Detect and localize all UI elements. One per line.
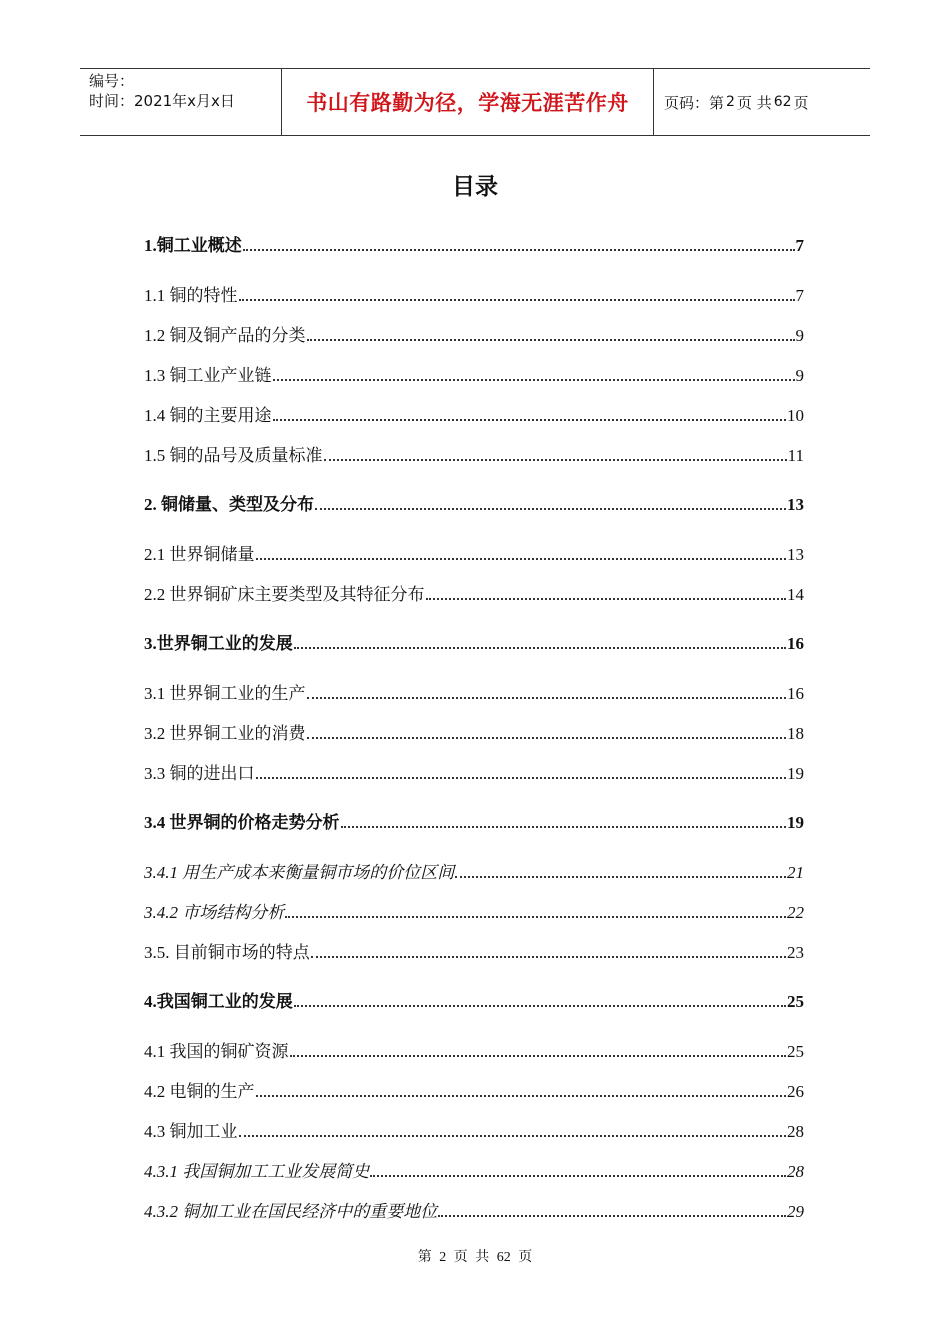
toc-entry-page: 25 [787,992,804,1011]
toc-entry-page: 23 [787,942,804,962]
toc-entry[interactable] [144,984,804,1012]
toc-entry-label: 3.4 世界铜的价格走势分析 [144,813,340,832]
toc-leader-dots [294,1005,786,1007]
toc-leader-dots [256,558,787,560]
toc-entry[interactable] [144,716,804,744]
header-motto: 书山有路勤为径，学海无涯苦作舟 [282,69,654,135]
toc-leader-dots [239,1135,787,1137]
page-suffix: 页 [793,93,809,112]
header-meta [80,69,282,135]
toc-entry-page: 28 [787,1161,804,1181]
toc-entry-label: 3.4.1 用生产成本来衡量铜市场的价位区间 [144,862,455,882]
toc-entry-label: 1.4 铜的主要用途 [144,405,272,425]
toc-entry[interactable] [144,805,804,833]
toc-entry[interactable] [144,756,804,784]
toc-entry-label: 1.1 铜的特性 [144,285,238,305]
toc-entry-page: 28 [787,1121,804,1141]
toc-entry-page: 13 [787,544,804,564]
page-mid: 页 共 [736,93,772,112]
toc-entry[interactable] [144,318,804,346]
toc-leader-dots [438,1215,786,1217]
toc-entry-page: 9 [795,365,804,385]
toc-entry-page: 19 [787,813,804,832]
toc-entry-label: 1.2 铜及铜产品的分类 [144,325,306,345]
toc-entry[interactable] [144,228,804,256]
toc-leader-dots [285,916,786,918]
toc-entry-label: 4.3.1 我国铜加工工业发展简史 [144,1161,370,1181]
toc-entry[interactable] [144,676,804,704]
toc-leader-dots [426,598,787,600]
toc-entry-page: 13 [787,495,804,514]
toc-leader-dots [311,956,786,958]
toc-entry-page: 16 [787,683,804,703]
toc-entry[interactable] [144,895,804,923]
toc-entry-page: 21 [787,862,804,882]
serial-label: 编号： [89,72,135,90]
toc-entry[interactable] [144,358,804,386]
toc-entry-label: 3.2 世界铜工业的消费 [144,723,306,743]
toc-entry-label: 1.3 铜工业产业链 [144,365,272,385]
toc-leader-dots [290,1055,787,1057]
toc-entry[interactable] [144,626,804,654]
toc-entry-label: 1.5 铜的品号及质量标准 [144,445,323,465]
toc-entry[interactable] [144,855,804,883]
toc-entry-label: 2. 铜储量、类型及分布 [144,495,314,514]
toc-entry-page: 7 [795,236,804,255]
toc-entry[interactable] [144,1034,804,1062]
toc-entry-label: 3.世界铜工业的发展 [144,634,293,653]
toc-leader-dots [273,379,795,381]
toc-leader-dots [239,299,795,301]
toc-entry[interactable] [144,278,804,306]
toc-entry-label: 3.4.2 市场结构分析 [144,902,285,922]
toc-leader-dots [341,826,787,828]
toc-leader-dots [455,876,786,878]
toc-leader-dots [370,1175,786,1177]
toc-leader-dots [307,697,787,699]
toc-entry-label: 3.5. 目前铜市场的特点 [144,942,310,962]
toc-entry-label: 2.1 世界铜储量 [144,544,255,564]
page-total: 62 [773,94,792,110]
toc-entry-label: 4.2 电铜的生产 [144,1081,255,1101]
toc-entry-label: 3.1 世界铜工业的生产 [144,683,306,703]
toc-entry[interactable] [144,935,804,963]
toc-leader-dots [324,459,787,461]
toc-entry-page: 22 [787,902,804,922]
toc-entry-page: 18 [787,723,804,743]
toc-entry-page: 10 [787,405,804,425]
toc-entry-label: 1.铜工业概述 [144,236,242,255]
toc-leader-dots [294,647,786,649]
toc-entry-page: 9 [795,325,804,345]
toc-entry-label: 4.3.2 铜加工业在国民经济中的重要地位 [144,1201,438,1221]
header-page-info [654,69,870,135]
toc-entry-page: 25 [787,1041,804,1061]
toc-leader-dots [307,737,787,739]
toc-entry-page: 26 [787,1081,804,1101]
toc-leader-dots [256,777,787,779]
toc-entry-page: 14 [787,584,804,604]
toc-entry-page: 16 [787,634,804,653]
toc-entry-page: 29 [787,1201,804,1221]
toc-entry-label: 4.3 铜加工业 [144,1121,238,1141]
toc-entry[interactable] [144,1194,804,1222]
toc-entry-label: 3.3 铜的进出口 [144,763,255,783]
toc-leader-dots [256,1095,787,1097]
toc-entry[interactable] [144,398,804,426]
toc-leader-dots [273,419,787,421]
toc-entry-page: 19 [787,763,804,783]
toc-entry[interactable] [144,1114,804,1142]
toc-entry-label: 4.1 我国的铜矿资源 [144,1041,289,1061]
page-title: 目录 [452,174,498,200]
toc-entry[interactable] [144,1154,804,1182]
toc-entry[interactable] [144,577,804,605]
toc-leader-dots [243,249,795,251]
toc-entry[interactable] [144,537,804,565]
toc-entry-page: 7 [795,285,804,305]
toc-entry-label: 2.2 世界铜矿床主要类型及其特征分布 [144,584,425,604]
toc-entry[interactable] [144,1074,804,1102]
toc-leader-dots [315,508,786,510]
page-current: 2 [726,94,735,110]
toc-entry-label: 4.我国铜工业的发展 [144,992,293,1011]
page-header [80,68,870,136]
toc-entry[interactable] [144,487,804,515]
time-label: 时间：2021年x月x日 [89,92,235,110]
toc-entry[interactable] [144,438,804,466]
page-prefix: 页码：第 [664,93,725,112]
toc-leader-dots [307,339,795,341]
page-footer: 第 2 页 共 62 页 [417,1250,533,1265]
toc-entry-page: 11 [787,445,804,465]
